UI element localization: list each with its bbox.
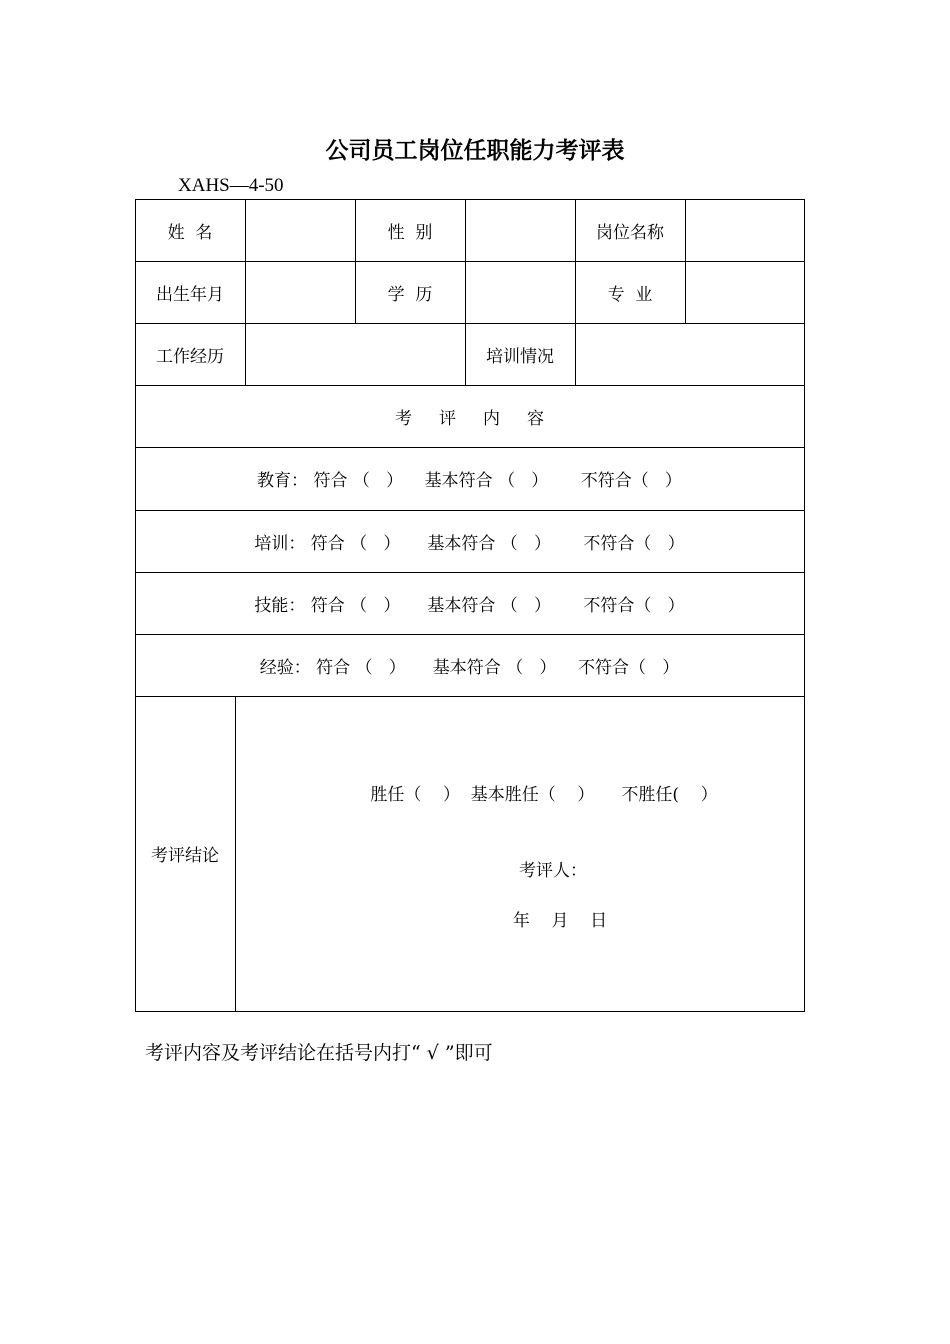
- gender-field[interactable]: [465, 199, 575, 261]
- name-field[interactable]: [245, 199, 355, 261]
- training-status-field[interactable]: [575, 323, 804, 385]
- work-experience-label: 工作经历: [156, 346, 224, 367]
- criteria-skills[interactable]: 技能： 符合 （ ） 基本符合 （ ） 不符合（ ）: [254, 595, 685, 616]
- footnote: 考评内容及考评结论在括号内打“ √ ”即可: [145, 1042, 493, 1064]
- gender-label: 性 别: [387, 222, 433, 243]
- position-label: 岗位名称: [596, 222, 664, 243]
- form-title: 公司员工岗位任职能力考评表: [325, 138, 625, 164]
- work-experience-field[interactable]: [245, 323, 465, 385]
- conclusion-options[interactable]: 胜任（ ） 基本胜任（ ） 不胜任( ）: [370, 784, 718, 805]
- education-field[interactable]: [465, 261, 575, 323]
- education-label: 学 历: [387, 284, 433, 305]
- evaluation-date: 年 月 日: [512, 910, 608, 931]
- criteria-training[interactable]: 培训： 符合 （ ） 基本符合 （ ） 不符合（ ）: [254, 533, 685, 554]
- position-field[interactable]: [685, 199, 804, 261]
- evaluator-label: 考评人：: [519, 860, 587, 881]
- evaluation-content-header: 考 评 内 容: [394, 408, 545, 429]
- conclusion-label: 考评结论: [151, 846, 219, 866]
- form-code: XAHS—4-50: [178, 175, 284, 196]
- criteria-education[interactable]: 教育： 符合 （ ） 基本符合 （ ） 不符合（ ）: [257, 471, 682, 491]
- birth-label: 出生年月: [156, 284, 224, 305]
- birth-field[interactable]: [245, 261, 355, 323]
- name-label: 姓 名: [167, 222, 213, 243]
- major-label: 专 业: [607, 284, 653, 305]
- training-status-label: 培训情况: [486, 346, 554, 367]
- major-field[interactable]: [685, 261, 804, 323]
- criteria-experience[interactable]: 经验： 符合 （ ） 基本符合 （ ） 不符合（ ）: [259, 657, 680, 678]
